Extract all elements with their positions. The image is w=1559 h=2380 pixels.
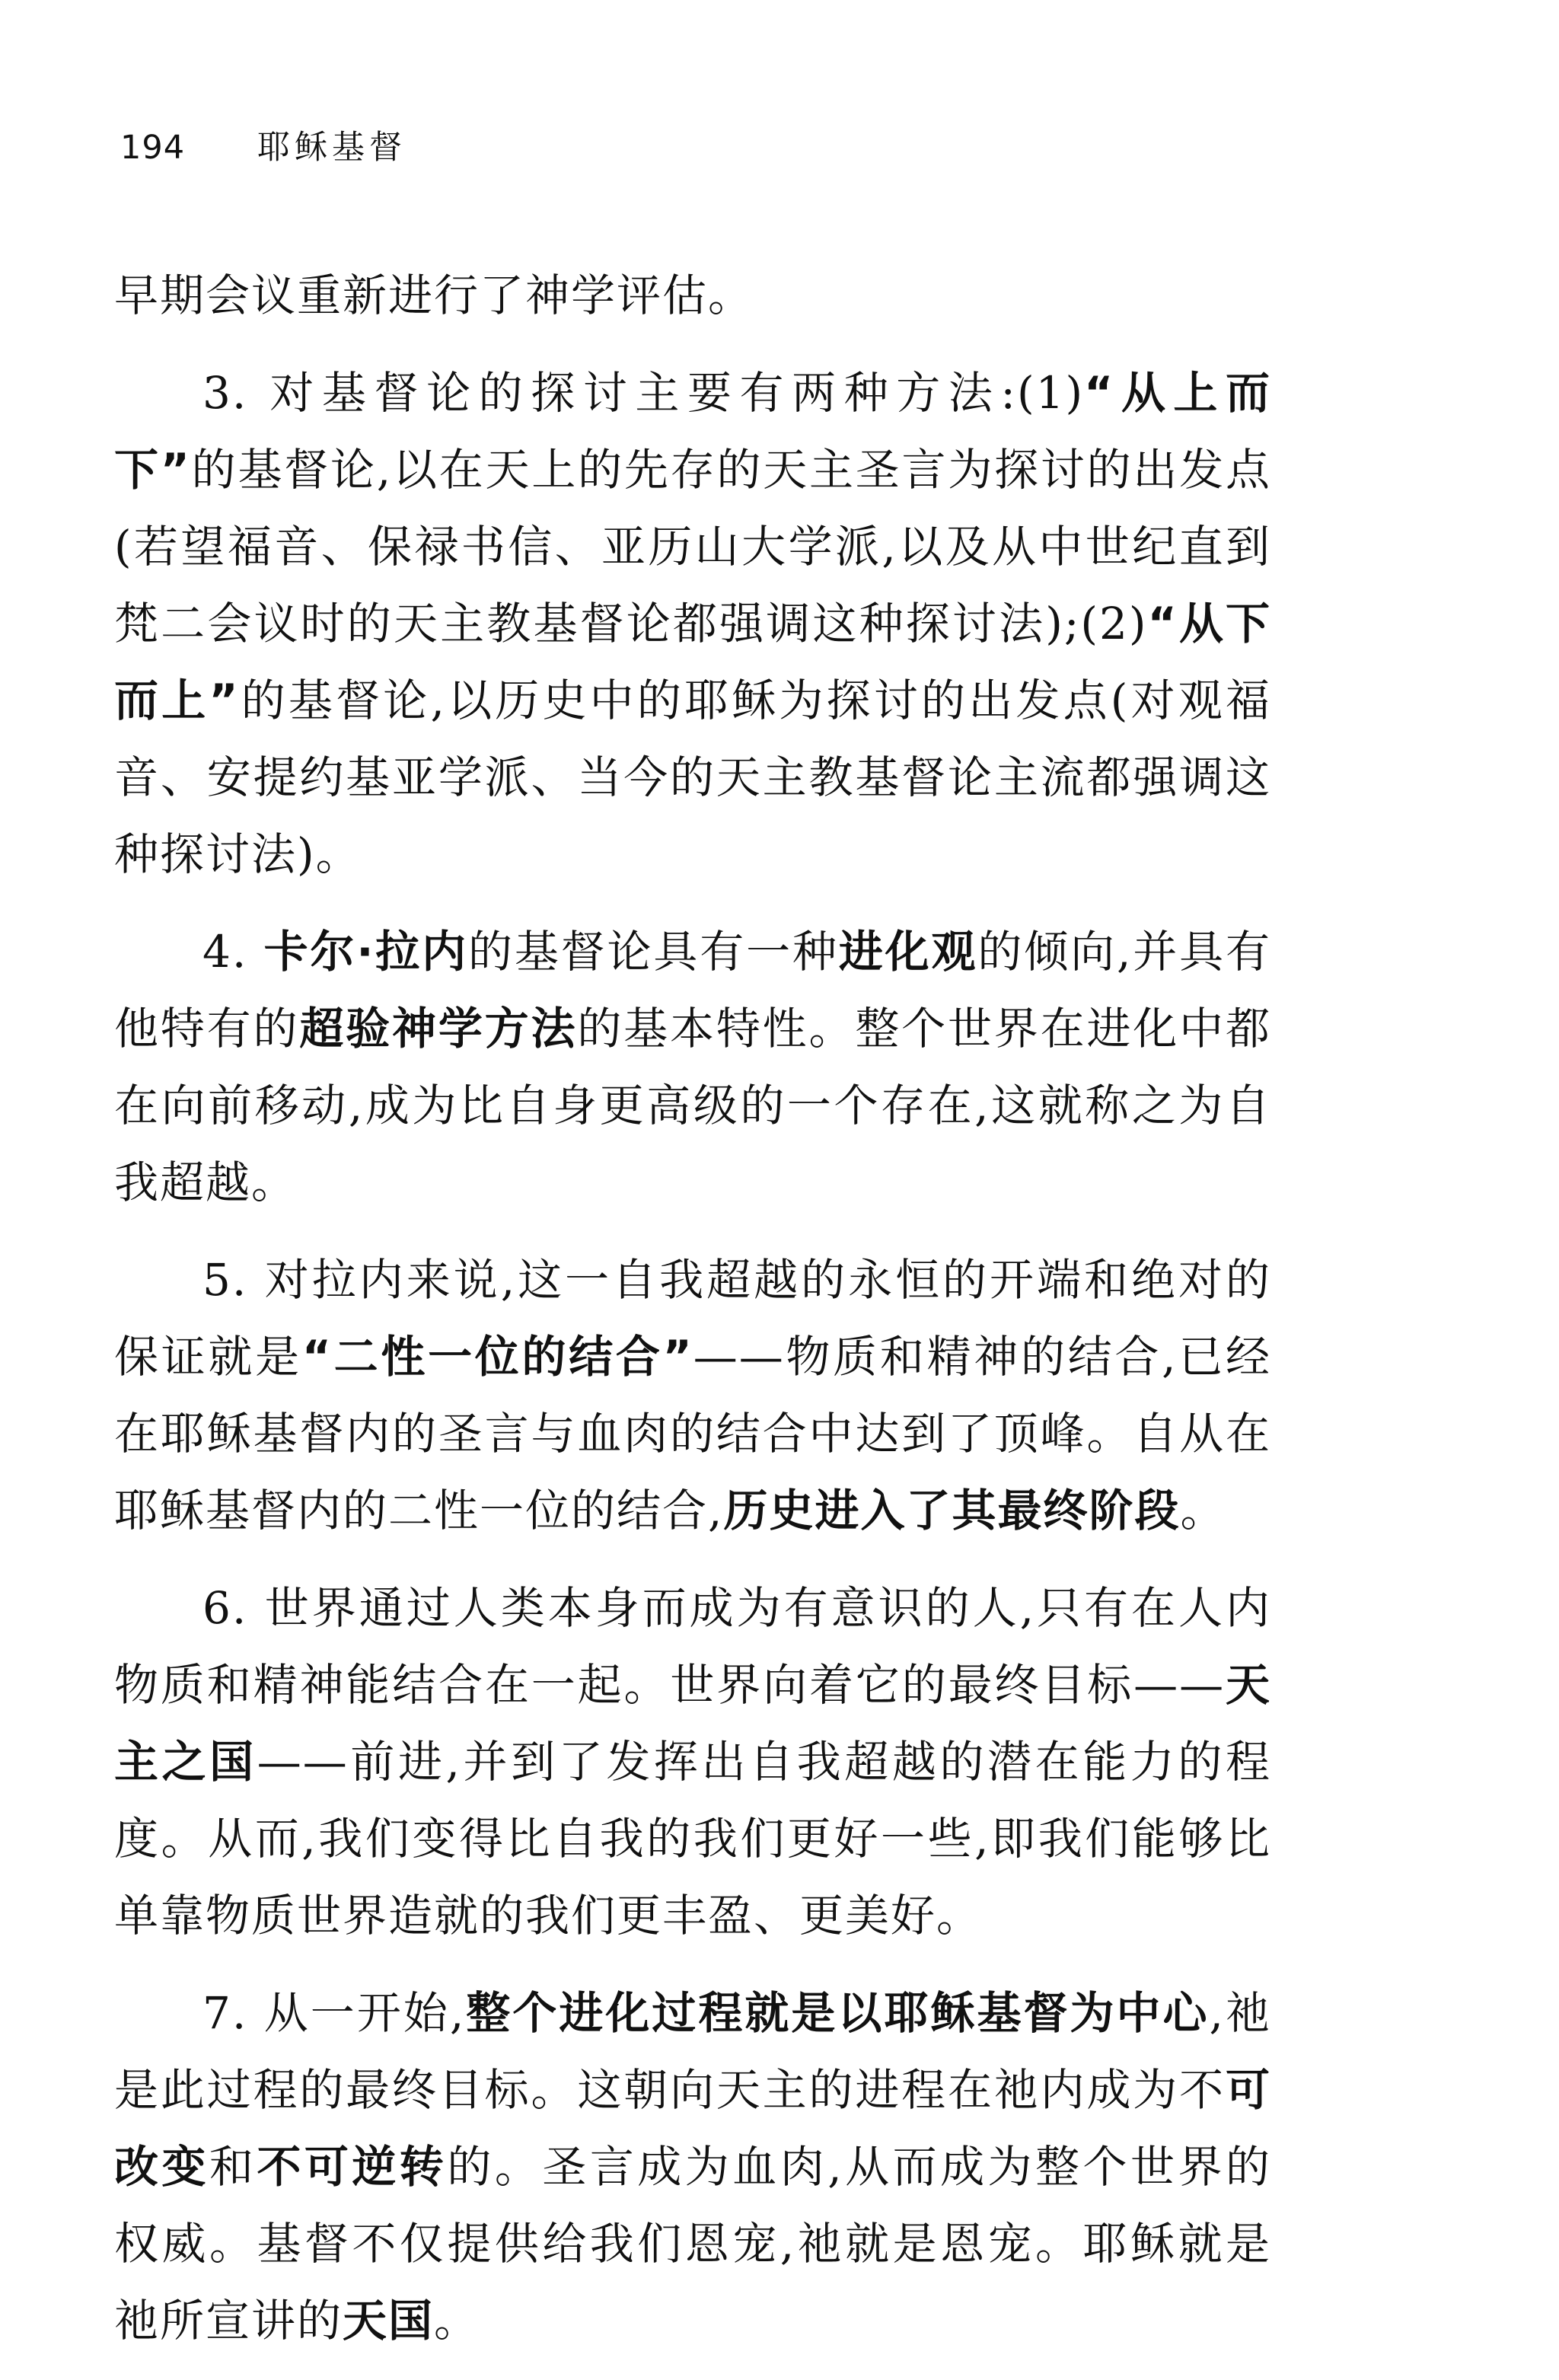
page-number: 194 — [120, 129, 186, 167]
text-segment: 3. 对基督论的探讨主要有两种方法:(1) — [202, 367, 1085, 419]
page-header — [114, 122, 1271, 175]
emphasis-text: 超验神学方法 — [299, 1003, 578, 1054]
text-segment: 的基督论具有一种 — [467, 926, 839, 978]
text-segment: 早期会议重新进行了神学评估。 — [114, 270, 754, 321]
emphasis-text: “二性一位的结合” — [301, 1331, 693, 1383]
text-segment: 和 — [209, 2141, 257, 2193]
text-segment: 的倾向,并具有他特有的 — [114, 926, 1271, 1054]
emphasis-text: 历史进入了其最终阶段 — [723, 1485, 1181, 1536]
text-segment: ——物质和精神的结合,已经在耶稣基督内的圣言与血肉的结合中达到了顶峰。自从在耶稣基督内的二性一位的结合, — [114, 1331, 1271, 1536]
text-segment: ——前进,并到了发挥出自我超越的潜在能力的程度。从而,我们变得比自我的我们更好一些,即我们能够比单靠物质世界造就的我们更丰盈、更美好。 — [114, 1736, 1271, 1941]
text-segment: 4. — [202, 926, 264, 978]
emphasis-text: 天主之国 — [114, 1659, 1271, 1788]
emphasis-text: 整个进化过程就是以耶稣基督为中心 — [465, 1987, 1210, 2039]
emphasis-text: “从下而上” — [114, 598, 1272, 726]
emphasis-text: 卡尔·拉内 — [263, 926, 468, 978]
text-segment: 的基督论,以历史中的耶稣为探讨的出发点(对观福音、安提约基亚学派、当今的天主教基督论主流都强调这种探讨法)。 — [114, 675, 1271, 880]
text-segment: 。 — [1180, 1485, 1226, 1536]
emphasis-text: “从上而下” — [114, 367, 1271, 496]
paragraph-point-5 — [114, 1242, 1271, 1549]
paragraph-point-3 — [114, 355, 1271, 893]
text-segment: 6. 世界通过人类本身而成为有意识的人,只有在人内物质和精神能结合在一起。世界向着它的最终目标—— — [114, 1582, 1271, 1711]
text-segment: 的基本特性。整个世界在进化中都在向前移动,成为比自身更高级的一个存在,这就称之为自我超越。 — [114, 1003, 1271, 1208]
text-segment: 5. 对拉内来说,这一自我超越的永恒的开端和绝对的保证就是 — [114, 1254, 1271, 1383]
running-title: 耶稣基督 — [257, 129, 406, 167]
text-segment: 的基督论,以在天上的先存的天主圣言为探讨的出发点(若望福音、保禄书信、亚历山大学派,以及从中世纪直到梵二会议时的天主教基督论都强调这种探讨法);(2) — [114, 444, 1271, 649]
emphasis-text: 可改变 — [114, 2064, 1271, 2193]
emphasis-text: 不可逆转 — [257, 2141, 448, 2193]
text-segment: ,祂是此过程的最终目标。这朝向天主的进程在祂内成为不 — [114, 1987, 1271, 2116]
book-page — [114, 122, 1271, 2380]
text-segment: 。 — [434, 2295, 480, 2347]
body-text — [114, 257, 1271, 2359]
emphasis-text: 天国 — [343, 2295, 435, 2347]
paragraph-point-4 — [114, 914, 1271, 1221]
text-segment: 7. 从一开始, — [202, 1987, 466, 2039]
emphasis-text: 进化观 — [838, 926, 978, 978]
paragraph-point-6 — [114, 1570, 1271, 1954]
paragraph-continuation — [114, 257, 1271, 334]
paragraph-point-7 — [114, 1975, 1271, 2359]
text-segment: 的。圣言成为血肉,从而成为整个世界的权威。基督不仅提供给我们恩宠,祂就是恩宠。耶稣就是祂所宣讲的 — [114, 2141, 1271, 2347]
